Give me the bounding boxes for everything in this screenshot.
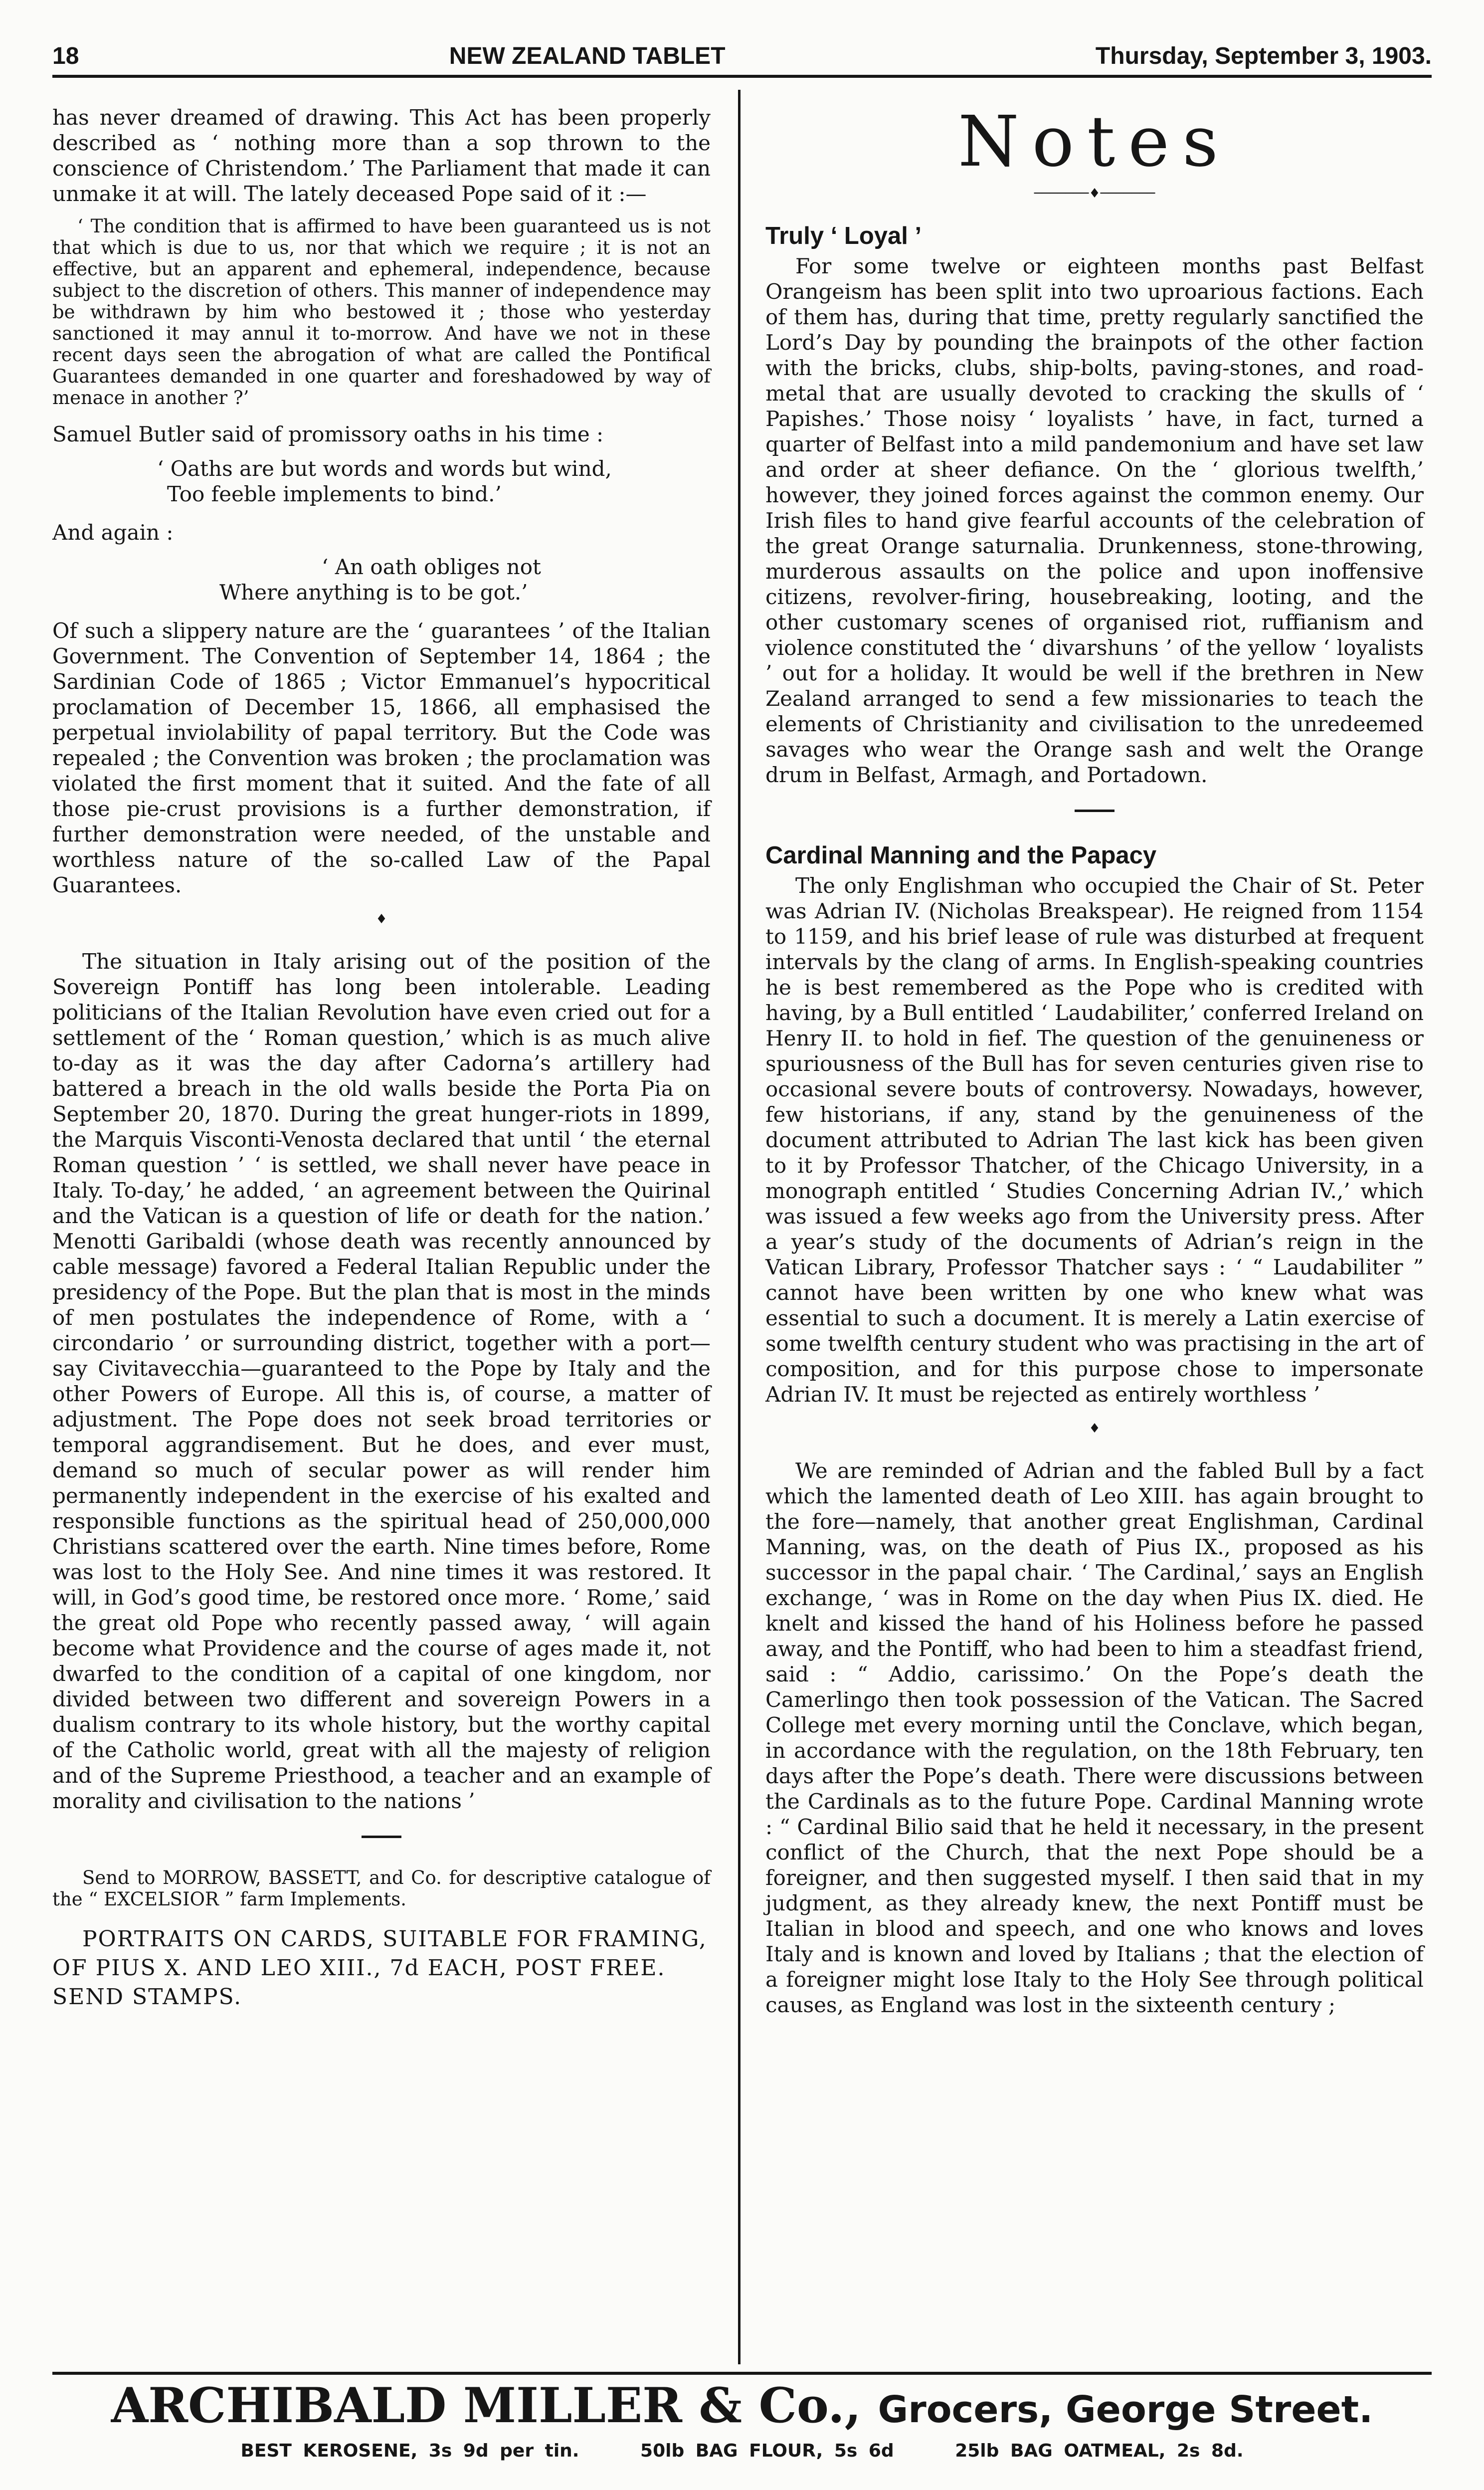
notes-title: Notes xyxy=(958,101,1231,183)
page-number: 18 xyxy=(52,43,79,69)
article-paragraph: For some twelve or eighteen months past Belfast Orangeism has been split into two uproarious factions. Each of them has, during that time, pretty regularly sanctified the Lord’s Day by pounding the brainpots of the other faction with the bricks, clubs, ship-bolts, paving-stones, and road-metal that are usually devoted to cracking the skulls of ‘ Papishes.’ Those noisy ‘ loyalists ’ have, in fact, turned a quarter of Belfast into a mild pandemonium and have set law and order at sheer defiance. On the ‘ glorious twelfth,’ however, they joined forces against the common enemy. Our Irish files to hand give fearful accounts of the celebration of the great Orange saturnalia. Drunkenness, stone-throwing, murderous assaults on the police and upon inoffensive citizens, revolver-firing, housebreaking, looting, and the other customary scenes of organised riot, ruffianism and violence constituted the ‘ divarshuns ’ of the yellow ‘ loyalists ’ out for a holiday. It would be well if the brethren in New Zealand arranged to send a few missionaries to teach the elements of Christianity and civilisation to the unredeemed savages who wear the Orange sash and welt the Orange drum in Belfast, Armagh, and Portadown. xyxy=(765,254,1424,787)
left-column xyxy=(52,105,711,2021)
price-item: 25lb BAG OATMEAL, 2s 8d. xyxy=(955,2441,1244,2461)
price-item: BEST KEROSENE, 3s 9d per tin. xyxy=(240,2441,579,2461)
article-paragraph: The only Englishman who occupied the Chair of St. Peter was Adrian IV. (Nicholas Breakspear). He reigned from 1154 to 1159, and his brief lease of rule was disturbed at frequent intervals by the clang of arms. In English-speaking countries he is best remembered as the Pope who is credited with having, by a Bull entitled ‘ Laudabiliter,’ conferred Ireland on Henry II. to hold in fief. The question of the genuineness or spuriousness of the Bull has for seven centuries given rise to occasional severe bouts of controversy. Nowadays, however, few historians, if any, stand by the genuineness of the document attributed to Adrian The last kick has been given to it by Professor Thatcher, of the Chicago University, in a monograph entitled ‘ Studies Concerning Adrian IV.,’ which was issued a few weeks ago from the University press. After a year’s study of the documents of Adrian’s reign in the Vatican Library, Professor Thatcher says : ‘ “ Laudabiliter ” cannot have been written by one who knew what was essential to such a document. It is merely a Latin exercise of some twelfth century student who was practising in the art of composition, and for this purpose chose to impersonate Adrian IV. It must be rejected as entirely worthless ’ xyxy=(765,873,1424,1407)
section-heading: Cardinal Manning and the Papacy xyxy=(765,842,1157,869)
publication-title: NEW ZEALAND TABLET xyxy=(449,43,726,69)
advertisement-portraits: PORTRAITS ON CARDS, SUITABLE FOR FRAMING, OF PIUS X. AND LEO XIII., 7d EACH, POST FREE. SEND STAMPS. xyxy=(52,1926,707,2010)
footer-business-name: ARCHIBALD MILLER & Co., xyxy=(111,2377,862,2434)
section-heading: Truly ‘ Loyal ’ xyxy=(765,222,922,249)
article-paragraph: We are reminded of Adrian and the fabled Bull by a fact which the lamented death of Leo XIII. has again brought to the fore—namely, that another great Englishman, Cardinal Manning, was, on the death of Pius IX., proposed as his successor in the papal chair. ‘ The Cardinal,’ says an English exchange, ‘ was in Rome on the day when Pius IX. died. He knelt and kissed the hand of his Holiness before he passed away, and the Pontiff, who had been to him a steadfast friend, said : “ Addio, carissimo.’ On the Pope’s death the Camerlingo then took possession of the Vatican. The Sacred College met every morning until the Conclave, which began, in accordance with the regulation, on the 18th February, ten days after the Pope’s death. There were discussions between the Cardinals as to the future Pope. Cardinal Manning wrote : “ Cardinal Bilio said that he held it necessary, in the present conflict of the Church, that the next Pope should be a foreigner, and then suggested myself. I then said that in my judgment, as they already knew, the next Pontiff must be Italian in blood and speech, and one who knows and loves Italy and is known and loved by Italians ; that the election of a foreigner might lose Italy to the Holy See through political causes, as England was lost in the sixteenth century ; xyxy=(765,1458,1424,2017)
article-paragraph: Of such a slippery nature are the ‘ guarantees ’ of the Italian Government. The Convention of September 14, 1864 ; the Sardinian Code of 1865 ; Victor Emmanuel’s hypocritical proclamation of December 15, 1866, all emphasised the perpetual inviolability of papal territory. But the Code was repealed ; the Convention was broken ; the proclamation was violated the first moment that it suited. And the fate of all those pie-crust provisions is a further demonstration, if further demonstration were needed, of the unstable and worthless nature of the so-called Law of the Papal Guarantees. xyxy=(52,619,711,897)
section-rule xyxy=(1075,810,1114,812)
article-paragraph: And again : xyxy=(52,520,174,545)
right-column xyxy=(765,101,1424,2027)
footer-advertisement xyxy=(52,2377,1432,2477)
verse-line: Where anything is to be got.’ xyxy=(219,580,528,605)
article-paragraph: The situation in Italy arising out of the position of the Sovereign Pontiff has long been intolerable. Leading politicians of the Italian Revolution have even cried out for a settlement of the ‘ Roman question,’ which is as much alive to-day as it was the day after Cadorna’s artillery had battered a breach in the old walls beside the Porta Pia on September 20, 1870. During the great hunger-riots in 1899, the Marquis Visconti-Venosta declared that until ‘ the eternal Roman question ’ ‘ is settled, we shall never have peace in Italy. To-day,’ he added, ‘ an agreement between the Quirinal and the Vatican is a question of life or death for the nation.’ Menotti Garibaldi (whose death was recently announced by cable message) favored a Federal Italian Republic under the presidency of the Pope. But the plan that is most in the minds of men postulates the independence of Rome, with a ‘ circondario ’ or surrounding district, together with a port—say Civitavecchia—guaranteed to the Pope by Italy and the other Powers of Europe. All this is, of course, a matter of adjustment. The Pope does not seek broad territories or temporal aggrandisement. But he does, and ever must, demand so much of secular power as will render him permanently independent in the exercise of his exalted and responsible functions as the spiritual head of 250,000,000 Christians scattered over the earth. Nine times before, Rome was lost to the Holy See. And nine times it was restored. It will, in God’s good time, be restored once more. ‘ Rome,’ said the great old Pope who recently passed away, ‘ will again become what Providence and the course of ages made it, not dwarfed to the condition of a capital of one kingdom, nor divided between two different and sovereign Powers in a dualism contrary to its whole history, but the worthy capital of the Catholic world, great with all the majesty of religion and of the Supreme Priesthood, a teacher and an example of morality and civilisation to the nations ’ xyxy=(52,949,711,1813)
verse-line: Too feeble implements to bind.’ xyxy=(167,482,502,506)
section-bullet: ♦ xyxy=(1089,1421,1101,1436)
block-quote: ‘ The condition that is affirmed to have been guaranteed us is not that which is due to us, nor that which we require ; it is not an effective, but an apparent and ephemeral, independence, because subject to the discretion of others. This manner of independence may be withdrawn by him who bestowed it ; those who yesterday sanctioned it may annul it to-morrow. And have we not in these recent days seen the abrogation of what are called the Pontifical Guarantees demanded in one quarter and foreshadowed by way of menace in another ?’ xyxy=(52,215,711,409)
verse-quote xyxy=(52,456,711,507)
section-rule xyxy=(362,1836,401,1838)
footer-rule xyxy=(52,2372,1432,2375)
article-paragraph: has never dreamed of drawing. This Act has been properly described as ‘ nothing more than a sop thrown to the conscience of Christendom.’ The Parliament that made it can unmake it at will. The lately deceased Pope said of it :— xyxy=(52,105,711,206)
footer-business-type: Grocers, George Street. xyxy=(878,2388,1373,2431)
page-header xyxy=(52,32,1432,74)
verse-quote xyxy=(52,554,711,605)
header-rule xyxy=(52,75,1432,78)
section-bullet: ♦ xyxy=(375,912,387,927)
verse-line: ‘ An oath obliges not xyxy=(322,555,541,579)
article-paragraph: Samuel Butler said of promissory oaths in his time : xyxy=(52,422,604,446)
price-item: 50lb BAG FLOUR, 5s 6d xyxy=(640,2441,894,2461)
column-divider xyxy=(738,90,741,2364)
title-ornament: ───────♦─────── xyxy=(1034,186,1155,201)
issue-date: Thursday, September 3, 1903. xyxy=(1095,43,1432,69)
footer-business-line xyxy=(52,2377,1432,2439)
verse-line: ‘ Oaths are but words and words but wind, xyxy=(157,456,612,481)
footer-price-list xyxy=(52,2439,1432,2464)
advertisement-excelsior: Send to MORROW, BASSETT, and Co. for descriptive catalogue of the “ EXCELSIOR ” farm Implements. xyxy=(52,1867,711,1910)
